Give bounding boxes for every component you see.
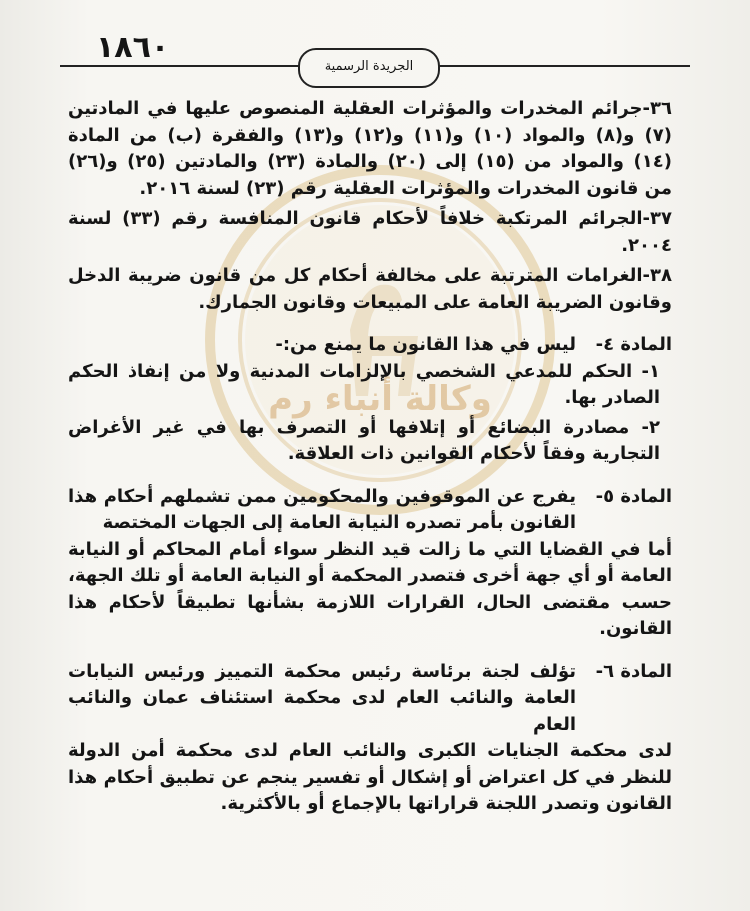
item-number: ٣٨-: [642, 265, 672, 286]
article-4-sub-1: [68, 359, 672, 412]
list-item-38: [68, 263, 672, 316]
sub-text: مصادرة البضائع أو إتلافها أو التصرف بها في غير الأغراض التجارية وفقاً لأحكام القوانين ذات العلاقة.: [68, 416, 660, 464]
item-number: ٣٦-: [642, 98, 672, 119]
article-5: [68, 484, 672, 643]
article-text: لدى محكمة الجنايات الكبرى والنائب العام لدى محكمة أمن الدولة للنظر في كل اعتراض أو إشكال أو تفسير ينجم عن تطبيق أحكام هذا القانون وتصدر اللجنة قراراتها بالإجماع أو بالأكثرية.: [68, 740, 672, 814]
sub-number: ١-: [641, 360, 660, 382]
article-label: المادة ٥-: [595, 485, 672, 507]
article-label: المادة ٤-: [595, 334, 672, 355]
item-text: جرائم المخدرات والمؤثرات العقلية المنصوص عليها في المادتين (٧) و(٨) والمواد (١٠) و(١١) و(١٢) و(١٣) والفقرة (ب) من المادة (١٤) والمواد من (١٥) إلى (٢٠) والمادة (٢٣) والمادتين (٢٥) و(٢٦) من قانون المخدرات والمؤثرات العقلية رقم (٢٣) لسنة ٢٠١٦.: [68, 98, 672, 199]
article-label: المادة ٦-: [595, 660, 672, 682]
article-lead: تؤلف لجنة برئاسة رئيس محكمة التمييز ورئيس النيابات العامة والنائب العام لدى محكمة استئناف عمان والنائب العام: [68, 660, 576, 735]
item-text: الجرائم المرتكبة خلافاً لأحكام قانون المنافسة رقم (٣٣) لسنة ٢٠٠٤.: [68, 208, 672, 256]
page-number: ١٨٦٠: [96, 30, 170, 65]
document-body: [68, 96, 672, 818]
sub-text: الحكم للمدعي الشخصي بالإلزامات المدنية ولا من إنفاذ الحكم الصادر بها.: [68, 360, 660, 408]
gazette-title: الجريدة الرسمية: [298, 48, 440, 88]
sub-number: ٢-: [641, 416, 660, 438]
article-intro: ليس في هذا القانون ما يمنع من:-: [275, 334, 576, 355]
watermark-agency-name: وكالة أنباء رم: [268, 379, 492, 419]
list-item-36: [68, 96, 672, 202]
article-text: أما في القضايا التي ما زالت قيد النظر سواء أمام المحاكم أو النيابة العامة أو أي جهة أخرى فتصدر المحكمة أو النيابة العامة أو تلك الجهة، حسب مقتضى الحال، القرارات اللازمة بشأنها تطبيقاً لأحكام هذا القانون.: [68, 538, 672, 639]
item-text: الغرامات المترتبة على مخالفة أحكام كل من قانون ضريبة الدخل وقانون الضريبة العامة على المبيعات وقانون الجمارك.: [68, 265, 672, 313]
list-item-37: [68, 206, 672, 259]
item-number: ٣٧-: [642, 208, 672, 229]
article-4-sub-2: [68, 415, 672, 468]
article-4: [68, 332, 672, 468]
article-lead: يفرج عن الموقوفين والمحكومين ممن تشملهم أحكام هذا القانون بأمر تصدره النيابة العامة إلى الجهات المختصة: [68, 485, 576, 533]
article-6: [68, 659, 672, 818]
